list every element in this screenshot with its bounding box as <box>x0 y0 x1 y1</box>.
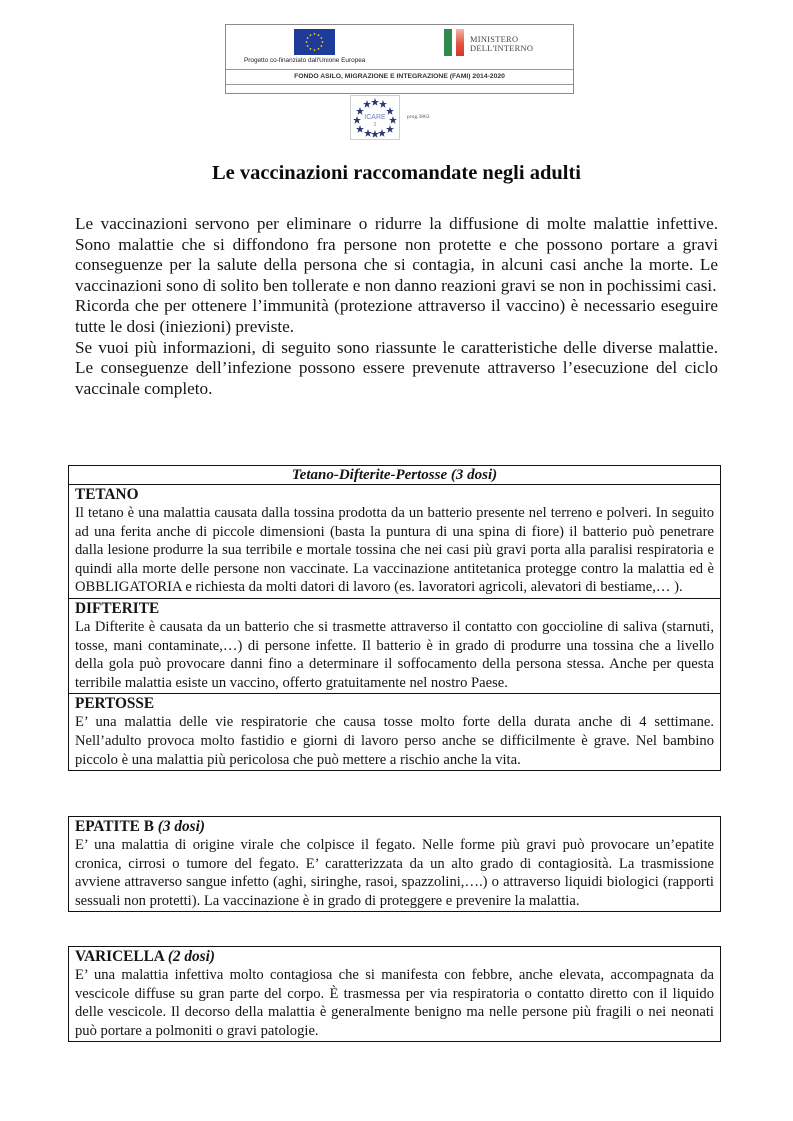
intro-text <box>75 214 718 399</box>
icare-logo <box>350 95 400 140</box>
vaccine-box-epatite-b <box>68 816 721 912</box>
vaccine-box-varicella <box>68 946 721 1042</box>
dose-count: (3 dosi) <box>157 818 205 835</box>
icare-number: 2 <box>373 122 377 128</box>
fund-name: FONDO ASILO, MIGRAZIONE E INTEGRAZIONE (FAMI) 2014-2020 <box>226 70 573 85</box>
ministry-line-1: MINISTERO <box>470 35 519 44</box>
eu-flag-icon <box>294 29 335 55</box>
vaccine-box-tdp <box>68 465 721 771</box>
disease-description: E’ una malattia delle vie respiratorie che causa tosse molto forte della durata anche di 4 settimane. Nell’adulto provoca molto fastidio e giorni di lavoro perso anche se difficilmente è grave. Nel bambino piccolo è una malattia più pericolosa che può mettere a rischio anche la vita. <box>75 714 714 768</box>
disease-name: VARICELLA <box>75 948 164 965</box>
intro-paragraph: Ricorda che per ottenere l’immunità (protezione attraverso il vaccino) è necessario eseguire tutte le dosi (iniezioni) previste. <box>75 296 718 336</box>
disease-section-varicella <box>69 947 720 1041</box>
icare-label: ICARE <box>364 114 386 121</box>
page-title: Le vaccinazioni raccomandate negli adulti <box>212 162 581 184</box>
eu-cofinancing-caption: Progetto co-finanziato dall'Unione Europea <box>244 57 366 64</box>
project-code: prog.3863 <box>407 114 430 120</box>
ministry-name <box>470 36 533 53</box>
disease-title <box>75 948 714 966</box>
disease-description: E’ una malattia di origine virale che colpisce il fegato. Nelle forme più gravi può provocare un’epatite cronica, cirrosi o tumore del fegato. E’ caratterizzata da un alto grado di contagiosità. La trasmissione avviene attraverso sangue infetto (aghi, siringhe, rasoi, spazzolini,….) o attraverso liquidi biologici (rapporti sessuali non protetti). La vaccinazione è in grado di proteggere e prevenire la malattia. <box>75 837 714 909</box>
disease-name: EPATITE B <box>75 818 154 835</box>
disease-title <box>75 818 714 836</box>
disease-section-epatite-b <box>69 817 720 911</box>
project-banner <box>225 24 574 94</box>
disease-title: TETANO <box>75 486 139 503</box>
disease-title: PERTOSSE <box>75 695 155 713</box>
intro-paragraph: Le vaccinazioni servono per eliminare o ridurre la diffusione di molte malattie infettive. Sono malattie che si diffondono fra persone non protette e che possono portare a gravi conseguenze per la salute della persona che si contagia, in alcuni casi anche la morte. Le vaccinazioni sono di solito ben tollerate e non danno reazioni gravi se non in pochissimi casi. <box>75 214 718 295</box>
disease-description: E’ una malattia infettiva molto contagiosa che si manifesta con febbre, anche elevata, accompagnata da vescicole diffuse su gran parte del corpo. È trasmessa per via respiratoria o contatto diretto con il liquido delle vescicole. Il decorso della malattia è generalmente benigno ma nelle persone più fragili o nei neonati può portare a polmoniti o gravi patologie. <box>75 967 714 1039</box>
ministry-line-2: DELL'INTERNO <box>470 43 534 53</box>
disease-description: La Difterite è causata da un batterio che si trasmette attraverso il contatto con goccioline di saliva (starnuti, tosse, mani contaminate,…) di persone infette. Il batterio è in grado di produrre una tossina che a livello della gola può provocare danni fino a determinare il soffocamento della persona stessa. Anche per questa terribile malattia esiste un vaccino, offerto gratuitamente nel nostro Paese. <box>75 618 714 691</box>
disease-title: DIFTERITE <box>75 599 160 617</box>
disease-section-tetano <box>69 485 720 598</box>
disease-description: Il tetano è una malattia causata dalla tossina prodotta da un batterio presente nel terreno e polveri. In seguito ad una ferita anche di piccole dimensioni (basta la puntura di una spina di fiore) il batterio può penetrare dalla lesione produrre la sua terribile e mortale tossina che nei casi più gravi porta alla paralisi respiratoria e quindi alla morte delle persone non vaccinate. La vaccinazione antitetanica protegge contro la malattia ed è OBBLIGATORIA e richiesta da molti datori di lavoro (es. lavoratori agricoli, alevatori di bestiame,… ). <box>75 505 714 596</box>
disease-section-pertosse <box>69 693 720 770</box>
intro-paragraph: Se vuoi più informazioni, di seguito sono riassunte le caratteristiche delle diverse malattie. Le conseguenze dell’infezione possono essere prevenute attraverso l’esecuzione del ciclo vaccinale completo. <box>75 337 718 398</box>
italian-flag-emblem-icon <box>444 29 472 56</box>
vaccine-box-heading: Tetano-Difterite-Pertosse (3 dosi) <box>69 466 720 485</box>
banner-logos <box>226 25 573 70</box>
dose-count: (2 dosi) <box>167 948 215 965</box>
disease-section-difterite <box>69 598 720 693</box>
